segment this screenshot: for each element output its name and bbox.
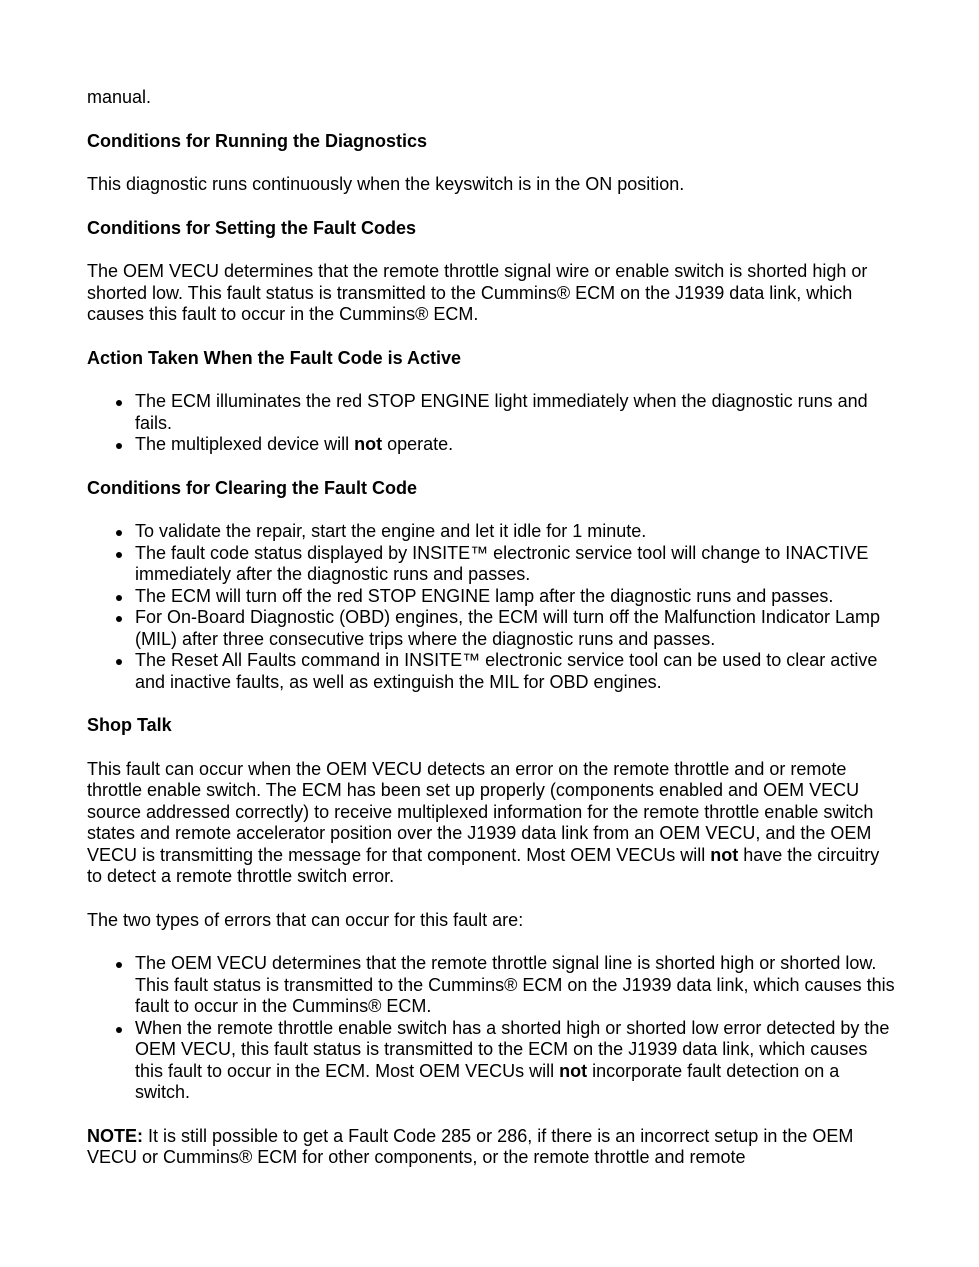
note-text: It is still possible to get a Fault Code 285 or 286, if there is an incorrect setup in the OEM VECU or Cummins® ECM for other components, or the remote throttle and remote [87,1125,854,1167]
heading-action-taken: Action Taken When the Fault Code is Active [87,347,462,368]
list-item: To validate the repair, start the engine and let it idle for 1 minute. [135,521,897,543]
text-run: When the remote throttle enable switch has a shorted high or shorted low error detected by the OEM VECU, this fault status is transmitted to the ECM on the J1939 data link, which causes this fault to occur in the ECM. Most OEM VECUs will [135,1017,890,1081]
heading-shop-talk: Shop Talk [87,715,172,735]
heading-setting-fault-codes: Conditions for Setting the Fault Codes [87,217,416,238]
text-run: incorporate fault detection on a switch. [135,1060,840,1102]
list-item: For On-Board Diagnostic (OBD) engines, the ECM will turn off the Malfunction Indicator Lamp (MIL) after three consecutive trips where the diagnostic runs and passes. [135,607,897,650]
list-item [135,434,897,456]
error-types-intro: The two types of errors that can occur for this fault are: [87,909,524,930]
note-paragraph [87,1126,897,1169]
shop-talk-paragraph [87,759,897,888]
intro-text: manual. [87,87,152,107]
heading-running-diagnostics: Conditions for Running the Diagnostics [87,130,427,151]
list-item: The fault code status displayed by INSITE™ electronic service tool will change to INACTIVE immediately after the diagnostic runs and passes. [135,543,897,586]
text-run: The multiplexed device will [135,434,355,454]
text-run: operate. [382,434,454,454]
running-diagnostics-text: This diagnostic runs continuously when the keyswitch is in the ON position. [87,174,685,194]
heading-clearing-fault-code: Conditions for Clearing the Fault Code [87,477,417,498]
text-run: have the circuitry to detect a remote throttle switch error. [87,844,880,886]
text-run: This fault can occur when the OEM VECU detects an error on the remote throttle and or remote throttle enable switch. The ECM has been set up properly (components enabled and OEM VECU source addressed correctly) to receive multiplexed information for the remote throttle enable switch states and remote accelerator position over the J1939 data link from an OEM VECU, and the OEM VECU is transmitting the message for that component. Most OEM VECUs will [87,758,874,865]
list-item: The OEM VECU determines that the remote throttle signal line is shorted high or shorted low. This fault status is transmitted to the Cummins® ECM on the J1939 data link, which causes this fault to occur in the Cummins® ECM. [135,953,897,1018]
error-types-list [87,953,897,1104]
list-item: The ECM illuminates the red STOP ENGINE light immediately when the diagnostic runs and fails. [135,391,897,434]
emphasis-not: not [559,1060,588,1081]
note-label: NOTE: [87,1125,143,1146]
list-item: The Reset All Faults command in INSITE™ electronic service tool can be used to clear active and inactive faults, as well as extinguish the MIL for OBD engines. [135,650,897,693]
list-item: The ECM will turn off the red STOP ENGINE lamp after the diagnostic runs and passes. [135,586,897,608]
action-taken-list [87,391,897,456]
emphasis-not: not [354,434,383,454]
list-item [135,1018,897,1104]
emphasis-not: not [710,844,739,865]
setting-fault-codes-text: The OEM VECU determines that the remote throttle signal wire or enable switch is shorted high or shorted low. This fault status is transmitted to the Cummins® ECM on the J1939 data link, which causes this fault to occur in the Cummins® ECM. [87,261,868,324]
clearing-fault-code-list [87,521,897,693]
document-page [87,87,897,1191]
